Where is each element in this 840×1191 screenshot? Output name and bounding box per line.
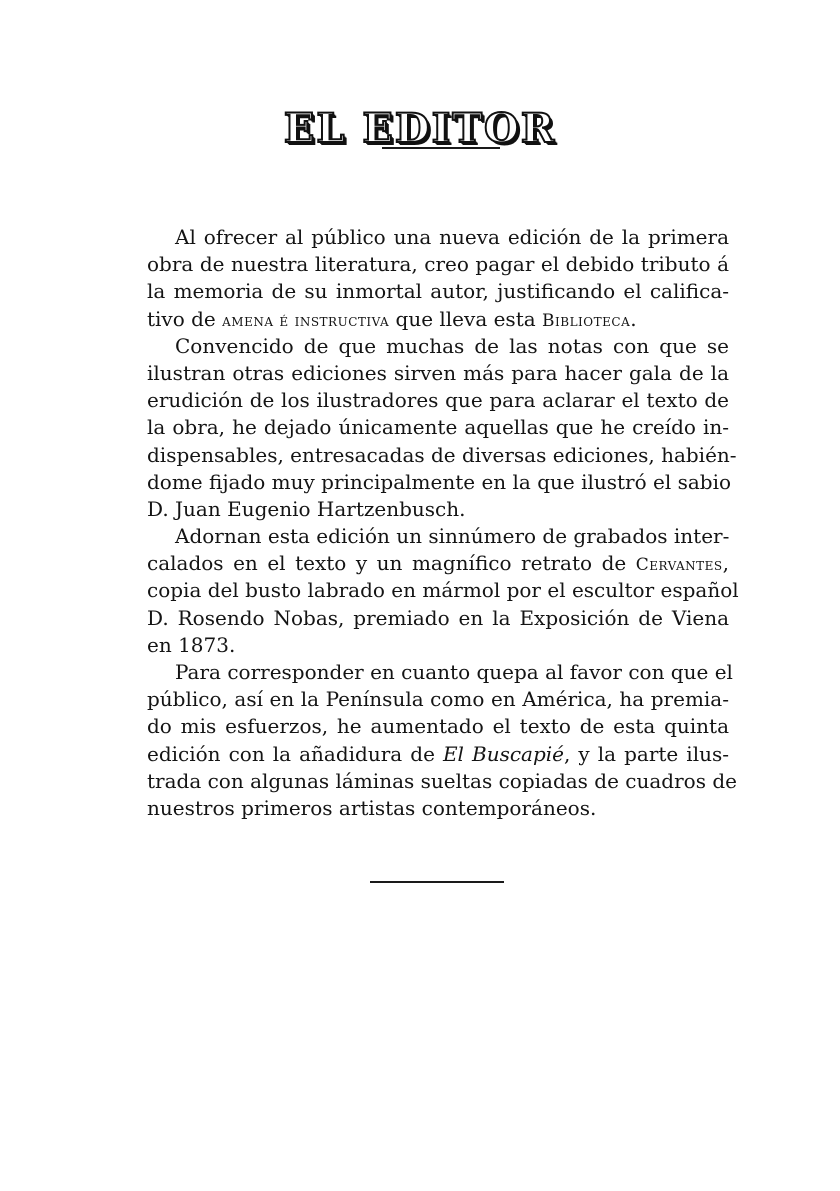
text-segment: Biblioteca: [542, 310, 631, 331]
text-segment: la obra, he dejado únicamente aquellas que he creído in-: [147, 415, 729, 440]
text-segment: D. Rosendo Nobas, premiado en la Exposición de Viena: [147, 605, 729, 630]
text-line: [147, 251, 729, 278]
text-line: [147, 278, 729, 305]
text-segment: público, así en la Península como en América, ha premia-: [147, 687, 729, 712]
text-line: [147, 523, 729, 550]
text-segment: erudición de los ilustradores que para aclarar el texto de: [147, 388, 729, 413]
end-rule: [370, 881, 504, 883]
text-segment: que lleva esta: [389, 306, 543, 331]
text-segment: edición con la añadidura de: [147, 741, 443, 766]
text-segment: D. Juan Eugenio Hartzenbusch.: [147, 496, 466, 521]
text-segment: nuestros primeros artistas contemporáneos.: [147, 795, 597, 820]
text-segment: amena é instructiva: [222, 310, 390, 331]
text-line: [147, 768, 737, 795]
text-line: [147, 306, 729, 333]
text-segment: trada con algunas láminas sueltas copiadas de cuadros de: [147, 768, 737, 793]
text-segment: ,: [722, 551, 729, 576]
paragraph: [147, 659, 737, 822]
text-segment: la memoria de su inmortal autor, justificando el califica-: [147, 279, 729, 304]
text-segment: Adornan esta edición un sinnúmero de grabados inter-: [175, 524, 730, 549]
text-segment: tivo de: [147, 306, 223, 331]
text-segment: Para corresponder en cuanto quepa al favor con que el: [175, 660, 733, 684]
text-segment: dispensables, entresacadas de diversas ediciones, habién-: [147, 442, 737, 467]
text-line: [147, 686, 729, 713]
text-line: [147, 333, 729, 360]
text-line: [147, 577, 739, 604]
text-segment: obra de nuestra literatura, creo pagar el debido tributo á: [147, 252, 729, 277]
text-segment: Convencido de que muchas de las notas con que se: [175, 333, 729, 358]
text-line: [147, 224, 729, 251]
text-line: [147, 713, 729, 740]
page-title: EL EDITOR: [283, 104, 557, 152]
text-segment: dome fijado muy principalmente en la que ilustró el sabio: [147, 469, 732, 494]
text-line: [147, 741, 729, 768]
text-segment: ilustran otras ediciones sirven más para hacer gala de la: [147, 360, 729, 385]
text-segment: , y la parte ilus-: [564, 741, 729, 766]
text-line: [147, 605, 729, 632]
text-line: [147, 550, 729, 577]
text-segment: copia del busto labrado en mármol por el escultor español: [147, 578, 739, 603]
text-segment: .: [630, 306, 637, 331]
text-segment: Cervantes: [635, 555, 723, 576]
text-line: [147, 414, 729, 441]
text-line: [147, 469, 732, 496]
text-line: [147, 659, 733, 686]
text-line: [147, 442, 737, 469]
title-rule: [382, 147, 500, 149]
text-line: [147, 496, 729, 523]
text-segment: en 1873.: [147, 632, 236, 657]
text-line: [147, 387, 729, 414]
text-line: [147, 632, 729, 659]
paragraph: [147, 523, 739, 659]
body-text: [147, 224, 739, 822]
text-segment: Al ofrecer al público una nueva edición de la primera: [175, 225, 729, 249]
text-line: [147, 795, 729, 822]
text-segment: El Buscapié: [442, 741, 564, 766]
paragraph: [147, 333, 737, 523]
text-segment: calados en el texto y un magnífico retrato de: [147, 551, 636, 576]
text-segment: do mis esfuerzos, he aumentado el texto de esta quinta: [147, 714, 729, 739]
paragraph: [147, 224, 729, 333]
text-line: [147, 360, 729, 387]
